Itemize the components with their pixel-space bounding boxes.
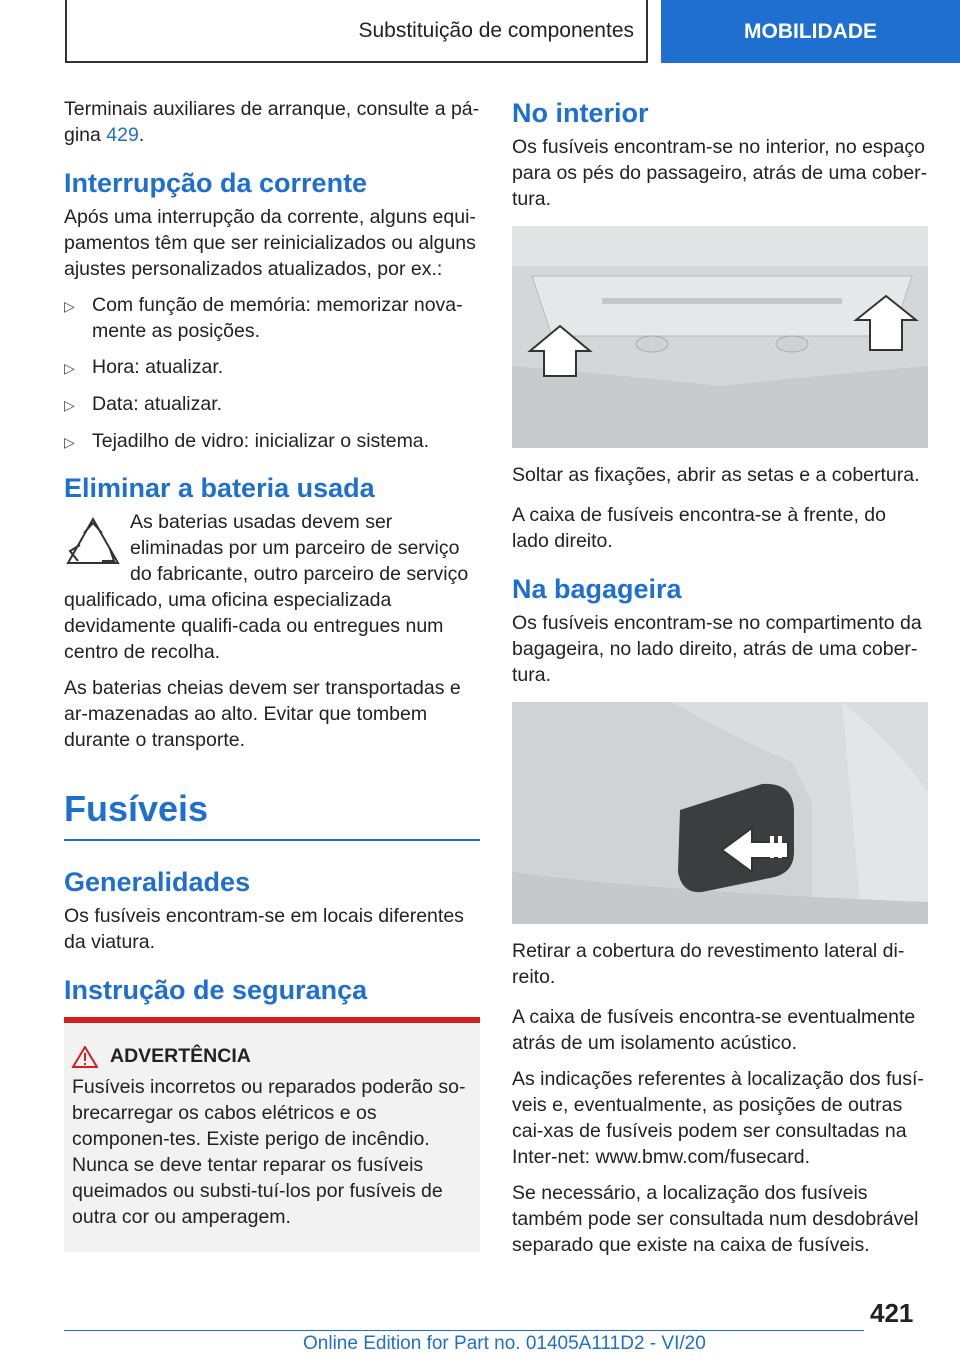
trunk-fusebox-photo bbox=[512, 702, 928, 924]
interior-text-2: A caixa de fusíveis encontra-se à frente, do lado direito. bbox=[512, 504, 886, 552]
triangle-bullet-icon: ▷ bbox=[64, 360, 75, 376]
interruption-heading: Interrupção da corrente bbox=[64, 168, 368, 198]
recycle-icon bbox=[64, 515, 122, 571]
fuses-heading: Fusíveis bbox=[64, 788, 209, 829]
interior-illustration bbox=[512, 226, 928, 448]
warning-header bbox=[72, 1045, 472, 1068]
battery-text-1: As baterias usadas devem ser eliminadas por um parceiro de serviço do fabricante, outro parceiro de serviço qualificado, uma oficina especializada devidamente qualifi-cada ou entregues num centro de recolha. bbox=[64, 511, 469, 663]
list-item: ▷ Data: atualizar. bbox=[64, 391, 480, 418]
general-heading: Generalidades bbox=[64, 867, 251, 897]
battery-heading: Eliminar a bateria usada bbox=[64, 473, 375, 503]
footer-rule bbox=[64, 1330, 864, 1331]
safety-heading: Instrução de segurança bbox=[64, 975, 368, 1005]
list-item: ▷ Hora: atualizar. bbox=[64, 354, 480, 381]
interior-fusebox-photo bbox=[512, 226, 928, 448]
triangle-bullet-icon: ▷ bbox=[64, 397, 75, 413]
trunk-text: Os fusíveis encontram-se no compartimento da bagageira, no lado direito, atrás de uma cober-tura. bbox=[512, 612, 922, 686]
heading-rule bbox=[64, 839, 480, 841]
list-item: ▷ Com função de memória: memorizar nova-mente as posições. bbox=[64, 294, 463, 342]
list-item: ▷ Tejadilho de vidro: inicializar o sistema. bbox=[64, 428, 480, 455]
intro-paragraph: Terminais auxiliares de arranque, consulte a pá-gina 429. bbox=[64, 98, 480, 146]
triangle-bullet-icon: ▷ bbox=[64, 298, 75, 314]
warning-box bbox=[64, 1017, 480, 1252]
left-column bbox=[64, 96, 480, 1252]
trunk-illustration bbox=[512, 702, 928, 924]
trunk-text-2: A caixa de fusíveis encontra-se eventualmente atrás de um isolamento acústico. bbox=[512, 1006, 916, 1054]
battery-block bbox=[64, 509, 480, 753]
interior-heading: No interior bbox=[512, 98, 649, 128]
trunk-heading: Na bagageira bbox=[512, 574, 682, 604]
battery-text-2: As baterias cheias devem ser transportadas e ar-mazenadas ao alto. Evitar que tombem durante o transporte. bbox=[64, 677, 461, 751]
trunk-caption: Retirar a cobertura do revestimento lateral di-reito. bbox=[512, 940, 905, 988]
edition-note: Online Edition for Part no. 01405A111D2 - VI/20 bbox=[303, 1333, 706, 1354]
section-header bbox=[65, 0, 648, 63]
page-number: 421 bbox=[870, 1298, 914, 1328]
trunk-text-3: As indicações referentes à localização dos fusí-veis e, eventualmente, as posições de outras cai-xas de fusíveis podem ser consultadas na Inter-net: www.bmw.com/fusecard. bbox=[512, 1068, 924, 1168]
interior-caption: Soltar as fixações, abrir as setas e a cobertura. bbox=[512, 464, 920, 486]
interior-text: Os fusíveis encontram-se no interior, no espaço para os pés do passageiro, atrás de uma cober-tura. bbox=[512, 136, 928, 210]
chapter-title: MOBILIDADE bbox=[744, 19, 877, 43]
warning-text: Fusíveis incorretos ou reparados poderão so-brecarregar os cabos elétricos e os componen-tes. Existe perigo de incêndio. Nunca se deve tentar reparar os fusíveis queimados ou substi-tuí-los por fusíveis de outra cor ou amperagem. bbox=[72, 1076, 466, 1228]
warning-label: ADVERTÊNCIA bbox=[110, 1045, 251, 1067]
chapter-tab[interactable] bbox=[661, 0, 960, 63]
interruption-text: Após uma interrupção da corrente, alguns equi-pamentos têm que ser reinicializados ou alguns ajustes personalizados atualizados, por ex.: bbox=[64, 206, 476, 280]
general-text: Os fusíveis encontram-se em locais diferentes da viatura. bbox=[64, 905, 464, 953]
interruption-list bbox=[64, 292, 480, 455]
trunk-text-4: Se necessário, a localização dos fusíveis também pode ser consultada num desdobrável separado que existe na caixa de fusíveis. bbox=[512, 1182, 919, 1256]
section-title: Substituição de componentes bbox=[358, 18, 634, 42]
right-column bbox=[512, 96, 928, 1268]
page-link[interactable]: 429 bbox=[106, 124, 139, 146]
triangle-bullet-icon: ▷ bbox=[64, 434, 75, 450]
warning-triangle-icon bbox=[72, 1046, 98, 1068]
